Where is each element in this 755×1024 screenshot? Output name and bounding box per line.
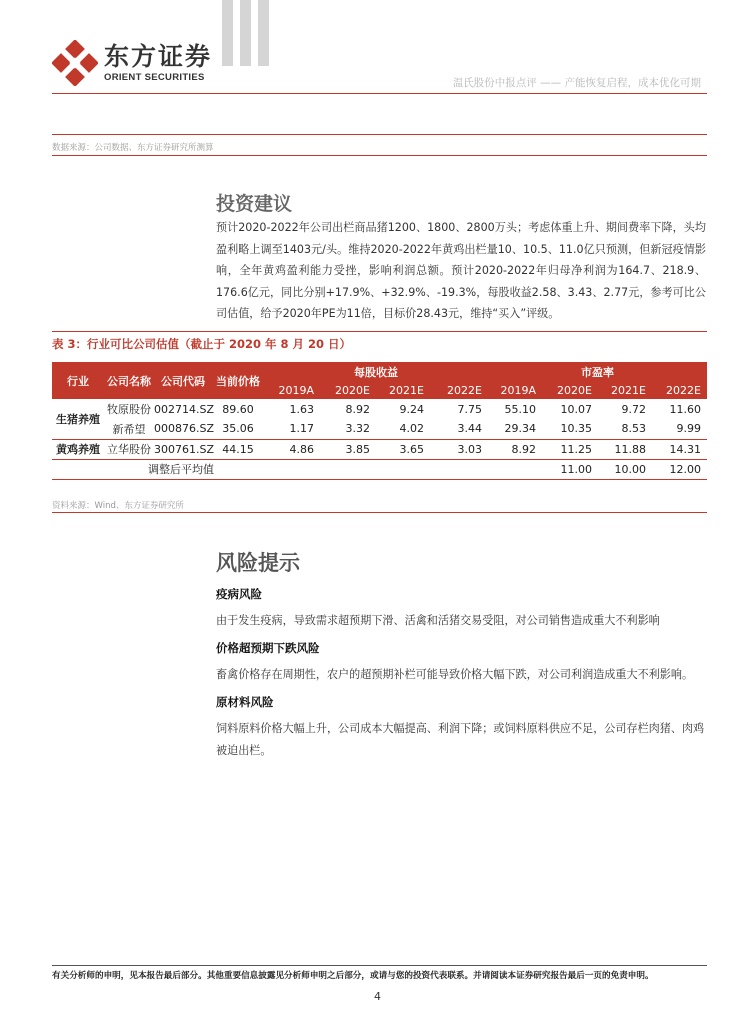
eps-cell: 3.32 <box>345 422 370 436</box>
header-eps-year: 2021E <box>376 381 430 399</box>
top-source-note: 数据来源：公司数据、东方证券研究所测算 <box>52 143 214 153</box>
pe-cell: 9.99 <box>676 422 701 436</box>
price-cell: 44.15 <box>212 439 264 459</box>
pe-cell: 11.60 <box>669 402 701 416</box>
eps-cell: 3.65 <box>376 439 430 459</box>
table-top-rule <box>52 331 707 332</box>
eps-cell: 3.85 <box>320 439 376 459</box>
pe-cell: 10.35 <box>560 422 592 436</box>
eps-cell: 3.03 <box>430 439 488 459</box>
top-source-rule <box>52 134 707 135</box>
header-decor-bar <box>240 0 251 66</box>
empty-cell <box>430 459 488 479</box>
industry-cell: 黄鸡养殖 <box>52 439 104 459</box>
company-cell: 立华股份 <box>104 439 154 459</box>
price-cell: 35.06 <box>222 422 254 436</box>
table-source-rule <box>52 512 707 513</box>
header-pe-group: 市盈率 <box>488 362 707 381</box>
eps-cell: 3.44 <box>457 422 482 436</box>
company-cell: 牧原股份 <box>107 403 151 416</box>
logo-en-text: ORIENT SECURITIES <box>104 72 205 83</box>
header-pe-year: 2019A <box>488 381 542 399</box>
header-decor-bar <box>258 0 269 66</box>
risk-item-text: 由于发生疫病，导致需求超预期下滑、活禽和活猪交易受阻，对公司销售造成重大不利影响 <box>216 614 660 627</box>
adjusted-pe-cell: 11.00 <box>542 459 598 479</box>
investment-section-title: 投资建议 <box>216 193 293 215</box>
pe-cell: 29.34 <box>504 422 536 436</box>
adjusted-average-label: 调整后平均值 <box>104 459 264 479</box>
header-eps-group: 每股收益 <box>264 362 488 381</box>
empty-cell <box>320 459 376 479</box>
pe-cell: 11.88 <box>598 439 652 459</box>
report-header-title: 温氏股份中报点评 —— 产能恢复启程，成本优化可期 <box>452 77 701 89</box>
empty-cell <box>376 459 430 479</box>
code-cell: 300761.SZ <box>154 439 212 459</box>
table-row <box>52 419 707 439</box>
eps-cell: 8.92 <box>345 402 370 416</box>
header-eps-year: 2020E <box>320 381 376 399</box>
pe-cell: 11.25 <box>542 439 598 459</box>
footer-divider <box>52 965 707 966</box>
table-row <box>52 439 707 459</box>
header-code: 公司代码 <box>154 362 212 399</box>
risk-item-text: 畜禽价格存在周期性，农户的超预期补栏可能导致价格大幅下跌，对公司利润造成重大不利影响。 <box>216 668 694 681</box>
pe-cell: 8.53 <box>621 422 646 436</box>
header-company: 公司名称 <box>104 362 154 399</box>
eps-cell: 9.24 <box>399 402 424 416</box>
adjusted-pe-cell: 12.00 <box>652 459 707 479</box>
header-eps-year: 2022E <box>430 381 488 399</box>
eps-cell: 1.17 <box>289 422 314 436</box>
risk-item-title: 疫病风险 <box>216 587 262 601</box>
header-pe-year: 2020E <box>542 381 598 399</box>
pe-cell: 55.10 <box>504 402 536 416</box>
adjusted-pe-cell: 10.00 <box>598 459 652 479</box>
code-cell: 000876.SZ <box>154 422 215 436</box>
header-decor-bar <box>222 0 233 66</box>
company-cell: 新希望 <box>112 422 146 436</box>
logo-mark-icon <box>52 40 98 86</box>
orient-securities-logo <box>52 40 212 86</box>
price-cell: 89.60 <box>222 402 254 416</box>
eps-cell: 4.86 <box>264 439 320 459</box>
table-source-note: 资料来源：Wind、东方证券研究所 <box>52 501 184 511</box>
investment-paragraph <box>216 217 706 325</box>
industry-cell: 生猪养殖 <box>56 412 100 426</box>
table-row <box>52 399 707 419</box>
eps-cell: 4.02 <box>399 422 424 436</box>
logo-cn-text: 东方证券 <box>104 42 213 71</box>
header-industry: 行业 <box>52 362 104 399</box>
header-divider <box>52 93 707 94</box>
header-pe-year: 2021E <box>598 381 652 399</box>
page-number: 4 <box>374 990 381 1003</box>
header-price: 当前价格 <box>212 362 264 399</box>
pe-cell: 10.07 <box>560 402 592 416</box>
risk-item-title: 价格超预期下跌风险 <box>216 641 320 655</box>
table-caption: 表 3：行业可比公司估值（截止于 2020 年 8 月 20 日） <box>52 337 352 351</box>
risk-item-text: 饲料原料价格大幅上升，公司成本大幅提高、利润下降；或饲料原料供应不足，公司存栏肉猪、肉鸡被迫出栏。 <box>216 722 705 757</box>
risk-item-title: 原材料风险 <box>216 695 274 709</box>
empty-cell <box>52 459 104 479</box>
pe-cell: 9.72 <box>621 402 646 416</box>
investment-paragraph-text: 预计2020-2022年公司出栏商品猪1200、1800、2800万头；考虑体重上升、期间费率下降，头均盈利略上调至1403元/头。维持2020-2022年黄鸡出栏量10、10.5、11.0亿只预测，但新冠疫情影响，全年黄鸡盈利能力受挫，影响利润总额。预计2020-2022年归母净利润为164.7、218.9、176.6亿元，同比分别+17.9%、+32.9%、-19.3%，每股收益2.58、3.43、2.77元，参考可比公司估值，给予2020年PE为11倍，目标价28.43元，维持“买入”评级。 <box>216 221 706 320</box>
empty-cell <box>488 459 542 479</box>
footer-disclaimer: 有关分析师的申明，见本报告最后部分。其他重要信息披露见分析师申明之后部分，或请与您的投资代表联系。并请阅读本证券研究报告最后一页的免责申明。 <box>52 971 654 981</box>
eps-cell: 7.75 <box>457 402 482 416</box>
header-pe-year: 2022E <box>652 381 707 399</box>
empty-cell <box>264 459 320 479</box>
pe-cell: 14.31 <box>652 439 707 459</box>
table-row-adjusted-average <box>52 459 707 479</box>
code-cell: 002714.SZ <box>154 402 215 416</box>
pe-cell: 8.92 <box>488 439 542 459</box>
top-source-rule-bottom <box>52 155 707 156</box>
comparable-valuation-table <box>52 362 707 480</box>
eps-cell: 1.63 <box>289 402 314 416</box>
risk-section-title: 风险提示 <box>216 551 300 575</box>
header-eps-year: 2019A <box>264 381 320 399</box>
